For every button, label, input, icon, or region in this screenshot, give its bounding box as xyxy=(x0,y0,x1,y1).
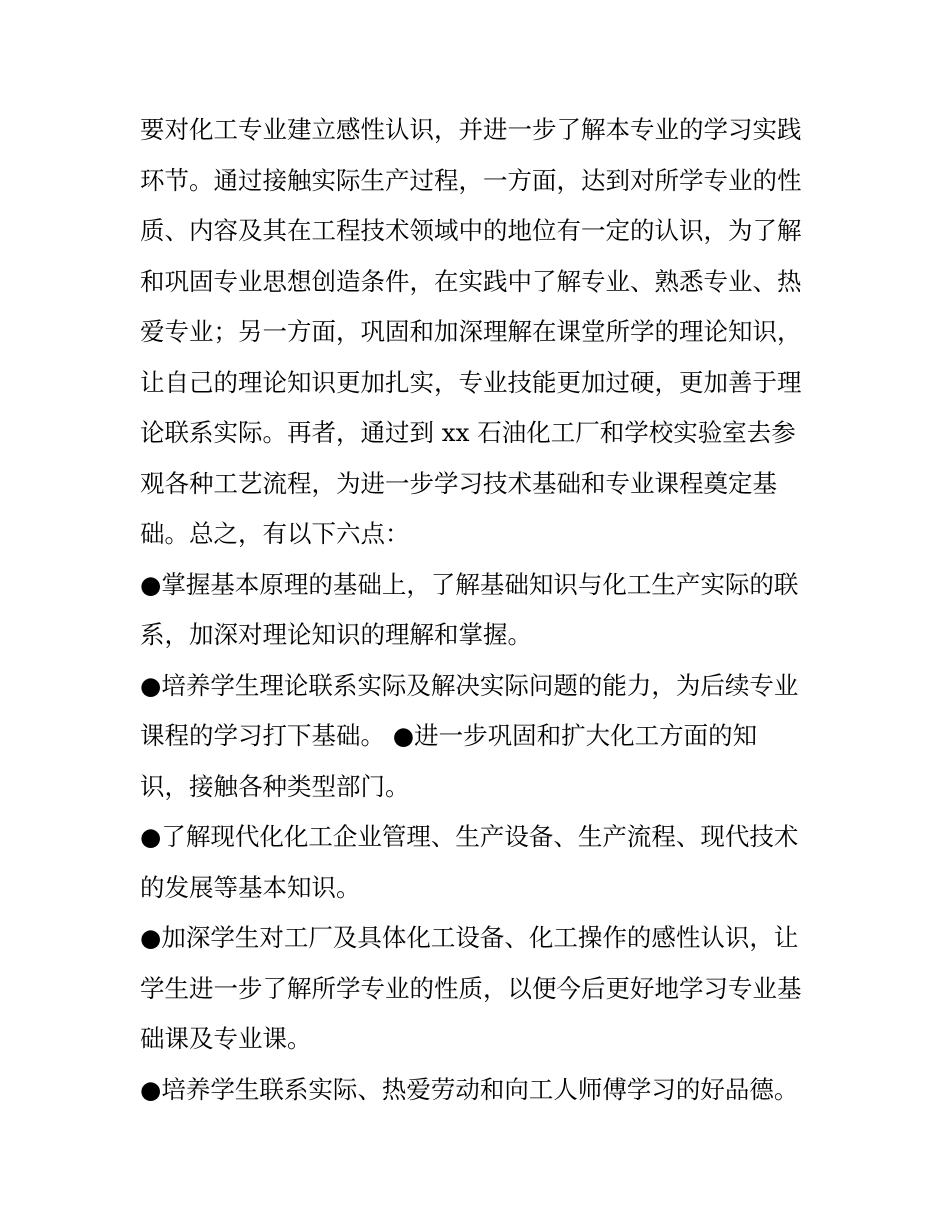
bullet-item-line: ●培养学生理论联系实际及解决实际问题的能力，为后续专业 xyxy=(140,670,799,700)
text-line: 爱专业；另一方面，巩固和加深理解在课堂所学的理论知识， xyxy=(140,317,802,346)
text-line: 和巩固专业思想创造条件，在实践中了解专业、熟悉专业、热 xyxy=(140,266,802,296)
text-line: 的发展等基本知识。 xyxy=(140,872,361,902)
bullet-item-line: ●掌握基本原理的基础上，了解基础知识与化工生产实际的联 xyxy=(140,569,799,599)
text-line: 识，接触各种类型部门。 xyxy=(140,771,410,801)
bullet-item-line: ●了解现代化化工企业管理、生产设备、生产流程、现代技术 xyxy=(140,822,799,851)
bullet-item-line: ●培养学生联系实际、热爱劳动和向工人师傅学习的好品德。 xyxy=(140,1074,799,1104)
document-body xyxy=(140,105,820,1115)
text-line: 学生进一步了解所学专业的性质，以便今后更好地学习专业基 xyxy=(140,973,802,1003)
text-line: 础课及专业课。 xyxy=(140,1024,312,1053)
bullet-item-line: ●加深学生对工厂及具体化工设备、化工操作的感性认识，让 xyxy=(140,923,799,952)
text-line: 质、内容及其在工程技术领域中的地位有一定的认识，为了解 xyxy=(140,216,802,245)
text-line: 要对化工专业建立感性认识，并进一步了解本专业的学习实践 xyxy=(140,115,802,144)
text-line: 观各种工艺流程，为进一步学习技术基础和专业课程奠定基 xyxy=(140,468,777,498)
text-line: 环节。通过接触实际生产过程，一方面，达到对所学专业的性 xyxy=(140,165,802,195)
text-line: 础。总之，有以下六点： xyxy=(140,519,410,548)
text-line: 论联系实际。再者，通过到 xx 石油化工厂和学校实验室去参 xyxy=(140,418,796,447)
text-line: 课程的学习打下基础。 ●进一步巩固和扩大化工方面的知 xyxy=(140,721,758,750)
text-line: 系，加深对理论知识的理解和掌握。 xyxy=(140,620,532,649)
text-line: 让自己的理论知识更加扎实，专业技能更加过硬，更加善于理 xyxy=(140,367,802,397)
